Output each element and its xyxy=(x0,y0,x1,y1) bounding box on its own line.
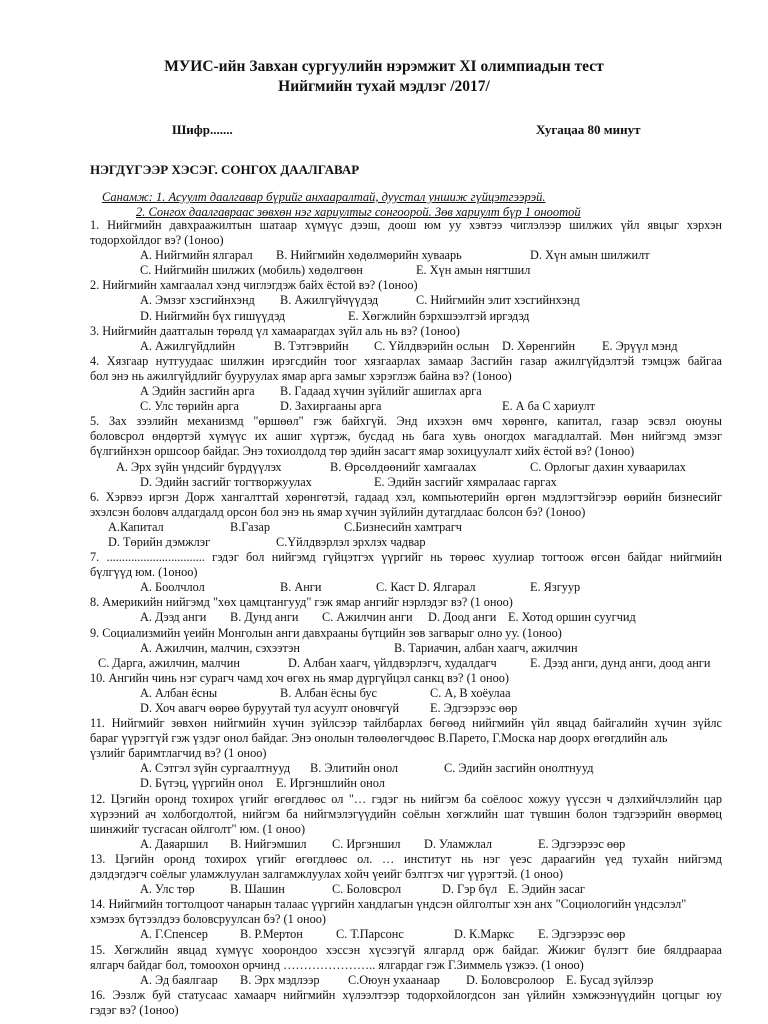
answer-option: Е. А ба С хариулт xyxy=(502,399,595,414)
question-text: 6. Хэрвээ иргэн Дорж хангалттай хөрөнгөтэй, гадаад хэл, компьютерийн өргөн мэдлэгтэйгээр өөрийн бизнесийг xyxy=(90,489,722,504)
question-text: бүлгийнхэн оршсоор байдаг. Энэ тохиолдолд төр эдийн засагт ямар зохицуулалт хийх ёстой вэ? (1оноо) xyxy=(90,444,635,459)
text-line xyxy=(90,550,730,565)
cipher-label: Шифр....... xyxy=(172,122,233,137)
answer-option: В. Нийгэмшил xyxy=(230,836,307,851)
text-line xyxy=(90,701,730,716)
text-line xyxy=(90,414,730,429)
text-line xyxy=(90,444,730,459)
question-text: 2. Нийгмийн хамгаалал хэнд чиглэгдэж байх ёстой вэ? (1оноо) xyxy=(90,278,418,293)
text-line xyxy=(90,716,730,731)
answer-option: А. Албан ёсны xyxy=(140,685,218,700)
answer-option: D. Албан хаагч, үйлдвэрлэгч, худалдагч xyxy=(288,655,497,670)
text-line xyxy=(90,565,730,580)
section-title: НЭГДҮГЭЭР ХЭСЭГ. СОНГОХ ДААЛГАВАР xyxy=(90,162,360,177)
question-text: үзлийг баримтлагчид вэ? (1 оноо) xyxy=(90,746,267,761)
text-line xyxy=(90,927,730,942)
answer-option: Е. Эдгээрээс өөр xyxy=(538,927,626,942)
text-line xyxy=(90,897,730,912)
answer-option: В. Дунд анги xyxy=(230,610,299,625)
answer-option: В. Өрсөлдөөнийг хамгаалах xyxy=(330,459,477,474)
question-text: 12. Цэгийн оронд тохирох үгийг өгөгдлөөс ол "… гэдэг нь нийгэм ба соёлоос хожуу үүссэн ч дэлхийчлэлийн цар xyxy=(90,791,722,806)
text-line xyxy=(90,943,730,958)
answer-option: А. Боолчлол xyxy=(140,580,205,595)
answer-option: Е. Эдийн засгийг хямралаас гаргах xyxy=(374,474,557,489)
text-line xyxy=(90,354,730,369)
instruction-note-1: Санамж: 1. Асуулт даалгавар бүрийг анхааралтай, дуустал уншиж гүйцэтгээрэй. xyxy=(102,190,546,204)
answer-option: А. Ажилчин, малчин, сэхээтэн xyxy=(140,640,300,655)
answer-option: С.Үйлдвэрлэл эрхлэх чадвар xyxy=(276,534,426,549)
answer-option: В. Эрх мэдлээр xyxy=(240,972,320,987)
text-line xyxy=(90,339,730,354)
answer-option: В. Анги xyxy=(280,580,322,595)
text-line xyxy=(90,912,730,927)
document-title: МУИС-ийн Завхан сургуулийн нэрэмжит XI олимпиадын тест xyxy=(164,58,604,75)
answer-option: Е. Эдийн засаг xyxy=(508,882,585,897)
question-text: тодорхойлдог вэ? (1оноо) xyxy=(90,233,224,248)
text-line xyxy=(90,641,730,656)
text-line xyxy=(90,958,730,973)
answer-option: С. Т.Парсонс xyxy=(336,927,404,942)
answer-option: В. Тэтгэврийн xyxy=(274,338,349,353)
question-text: бүлгүүд юм. (1оноо) xyxy=(90,565,198,580)
answer-option: С.Оюун ухаанаар xyxy=(348,972,440,987)
text-line xyxy=(90,882,730,897)
question-text: 7. ................................ гэдэг бол нийгэмд гүйцэтгэх үүргийг нь төрөөс хуулиар тогтоож өгсөн байдаг нийгмийн xyxy=(90,550,722,565)
answer-option: Е. Хүн амын нягтшил xyxy=(416,263,531,278)
text-line xyxy=(90,988,730,1003)
answer-option: С.Бизнесийн хамтрагч xyxy=(344,519,462,534)
text-line xyxy=(90,761,730,776)
text-line xyxy=(90,535,730,550)
answer-option: Е. Язгуур xyxy=(530,580,581,595)
questions-body xyxy=(90,218,730,1018)
answer-option: D. Бүтэц, үүргийн онол xyxy=(140,776,264,791)
answer-option: D. К.Маркс xyxy=(454,927,514,942)
question-text: 8. Америкийн нийгэмд "хөх цамцтангууд" гэж ямар ангийг нэрлэдэг вэ? (1 оноо) xyxy=(90,595,513,610)
answer-option: Е. Бусад зүйлээр xyxy=(566,972,654,987)
text-line xyxy=(90,686,730,701)
answer-option: С. Дарга, ажилчин, малчин xyxy=(98,655,240,670)
answer-option: В. Элитийн онол xyxy=(310,761,399,776)
answer-option: С. Нийгмийн шилжих (мобиль) хөдөлгөөн xyxy=(140,263,363,278)
text-line xyxy=(90,852,730,867)
text-line xyxy=(90,1003,730,1018)
text-line xyxy=(90,429,730,444)
answer-option: С. Нийгмийн элит хэсгийнхэнд xyxy=(416,293,580,308)
answer-option: В. Нийгмийн хөдөлмөрийн хуваарь xyxy=(276,248,462,263)
answer-option: А.Капитал xyxy=(108,519,164,534)
text-line xyxy=(90,792,730,807)
answer-option: Е. Дээд анги, дунд анги, доод анги xyxy=(530,655,711,670)
answer-option: В. Тариачин, албан хаагч, ажилчин xyxy=(394,640,578,655)
text-line xyxy=(90,626,730,641)
answer-option: В. Албан ёсны бус xyxy=(280,685,377,700)
answer-option: В. Р.Мертон xyxy=(240,927,303,942)
question-text: 14. Нийгмийн тогтолцоот чанарын талаас үүргийн хандлагын үндсэн ойлголтыг хэн анх "Социологийн үндсэлэл" xyxy=(90,897,687,912)
text-line xyxy=(90,776,730,791)
answer-option: D. Эдийн засгийг тогтворжуулах xyxy=(140,474,312,489)
text-line xyxy=(90,248,730,263)
answer-option: Е. Эрүүл мэнд xyxy=(602,338,678,353)
text-line xyxy=(90,580,730,595)
text-line xyxy=(90,656,730,671)
question-text: хэмээх бүтээлдээ боловсруулсан бэ? (1 оноо) xyxy=(90,912,326,927)
question-text: боловсрол өндөртэй хүмүүс их ашиг хүртэж, бусдад нь бага хувь оногдох магадлалтай. Мөн нийгэмд эмзэг xyxy=(90,429,722,444)
text-line xyxy=(90,746,730,761)
answer-option: С. Үйлдвэрийн ослын xyxy=(374,338,490,353)
text-line xyxy=(90,671,730,686)
question-text: 13. Цэгийн оронд тохирох үгийг өгөгдлөөс ол. … институт нь нэг үеэс дараагийн үед тухайн нийгэмд xyxy=(90,851,722,866)
instruction-note-2: 2. Сонгох даалгавраас зөвхөн нэг хариултыг сонгоорой. Зөв хариулт бүр 1 оноотой xyxy=(136,205,581,219)
question-text: 10. Ангийн чинь нэг сурагч чамд хоч өгөх нь ямар дүргүйцэл санкц вэ? (1 оноо) xyxy=(90,670,510,685)
time-limit: Хугацаа 80 минут xyxy=(536,122,641,137)
question-text: эхэлсэн боловч алдагдалд орсон бол энэ нь ямар хүчин зүйлийн дутагдлаас болсон бэ? (1оноо) xyxy=(90,504,586,519)
answer-option: А. Даяаршил xyxy=(140,836,209,851)
text-line xyxy=(90,384,730,399)
answer-option: С. Каст D. Ялгарал xyxy=(376,580,476,595)
text-line xyxy=(90,822,730,837)
answer-option: Е. Эдгээрээс өөр xyxy=(430,701,518,715)
answer-option: D. Гэр бүл xyxy=(442,882,498,897)
text-line xyxy=(90,324,730,339)
text-line xyxy=(90,837,730,852)
question-text: 3. Нийгмийн даатгалын төрөлд үл хамаарагдах зүйл аль нь вэ? (1оноо) xyxy=(90,323,460,338)
question-text: 11. Нийгмийг зөвхөн нийгмийн хүчин зүйлсээр тайлбарлах бөгөөд нийгмийн үйл явцад байгалийн хүчин зүйлс xyxy=(90,716,722,731)
question-text: гэдэг вэ? (1оноо) xyxy=(90,1002,179,1017)
answer-option: А. Г.Спенсер xyxy=(140,927,208,942)
text-line xyxy=(90,807,730,822)
answer-option: С. Улс төрийн арга xyxy=(140,399,239,414)
question-text: ялгарч байдаг бол, томоохон орчинд ………………….. ялгардаг гэж Г.Зиммель үзжээ. (1 оноо) xyxy=(90,957,584,972)
answer-option: А. Нийгмийн ялгарал xyxy=(140,248,253,263)
answer-option: Е. Эдгээрээс өөр xyxy=(538,836,626,851)
answer-option: А. Эрх зүйн үндсийг бүрдүүлэх xyxy=(116,459,282,474)
answer-option: Е. Хотод оршин суугчид xyxy=(508,610,636,625)
answer-option: В. Шашин xyxy=(230,882,285,897)
answer-option: С. Ажилчин анги xyxy=(322,610,413,625)
answer-option: D. Захиргааны арга xyxy=(280,399,382,414)
text-line xyxy=(90,973,730,988)
answer-option: D. Уламжлал xyxy=(424,836,493,851)
text-line xyxy=(90,505,730,520)
answer-option: А. Ажилгүйдлийн xyxy=(140,338,236,353)
question-text: 4. Хязгаар нутгуудаас шилжин ирэгсдийн тоог хязгаарлах замаар Засгийн газар ажилгүйдэлтэй тэмцэж байгаа xyxy=(90,353,722,368)
text-line xyxy=(90,399,730,414)
text-line xyxy=(90,731,730,746)
question-text: дэлдэгдэгч соёлыг уламжлуулан залгамжлуулах хойч үеийг бэлтгэх чиг үүрэгтэй. (1 оноо) xyxy=(90,867,563,882)
text-line xyxy=(90,595,730,610)
text-line xyxy=(90,293,730,308)
answer-option: А Эдийн засгийн арга xyxy=(140,384,255,399)
question-text: шинжийг тусгасан ойлголт" юм. (1 оноо) xyxy=(90,821,306,836)
answer-option: D. Нийгмийн бүх гишүүдэд xyxy=(140,308,286,323)
question-text: 5. Зах зээлийн механизмд "өршөөл" гэж байхгүй. Энд ихэхэн өмч хөрөнгө, капитал, газар эсвэл оюуны xyxy=(90,414,722,429)
answer-option: С. А, В хоёулаа xyxy=(430,685,511,700)
text-line xyxy=(90,520,730,535)
answer-option: В. Гадаад хүчин зүйлийг ашиглах арга xyxy=(280,384,482,399)
text-line xyxy=(90,475,730,490)
text-line xyxy=(90,218,730,233)
answer-option: С. Эдийн засгийн онолтнууд xyxy=(444,761,594,776)
text-line xyxy=(90,278,730,293)
answer-option: С. Боловсрол xyxy=(332,882,402,897)
text-line xyxy=(90,460,730,475)
answer-option: Е. Хөгжлийн бэрхшээлтэй иргэдэд xyxy=(348,308,530,323)
text-line xyxy=(90,263,730,278)
answer-option: С. Иргэншил xyxy=(332,836,401,851)
question-text: 15. Хөгжлийн явцад хүмүүс хоорондоо хэссэн хүсээгүй ялгарлд орж байдаг. Жижиг бүлэгт бие бялдраараа xyxy=(90,942,722,957)
answer-option: D. Боловсролоор xyxy=(466,972,555,987)
answer-option: D. Хоч авагч өөрөө буруутай тул асуулт оновчгүй xyxy=(140,701,400,715)
document-subtitle: Нийгмийн тухай мэдлэг /2017/ xyxy=(278,78,490,95)
question-text: 9. Социализмийн үеийн Монголын анги давхрааны бүтцийн зөв загварыг олно уу. (1оноо) xyxy=(90,625,562,640)
answer-option: А. Эмзэг хэсгийнхэнд xyxy=(140,293,255,308)
question-text: бол энэ нь ажилгүйдлийг бууруулах ямар арга замыг хэрэглэж байна вэ? (1оноо) xyxy=(90,368,512,383)
answer-option: С. Орлогыг дахин хуваарилах xyxy=(530,459,686,474)
answer-option: А. Эд баялгаар xyxy=(140,972,218,987)
question-text: хүрээний ач холбогдолтой, нийгэм ба нийгмэлэгүүдийн соёлын хөгжлийн шат түвшин болон тэдгээрийн өвөрмөц xyxy=(90,806,722,821)
answer-option: D. Төрийн дэмжлэг xyxy=(108,534,211,549)
question-text: 1. Нийгмийн давхраажилтын шатаар хүмүүс дээш, доош юм уу хэвтээ чиглэлээр шилжих үйл явцыг хэрхэн xyxy=(90,218,722,232)
text-line xyxy=(90,233,730,248)
answer-option: А. Сэтгэл зүйн сургаалтнууд xyxy=(140,761,291,776)
text-line xyxy=(90,309,730,324)
question-text: 16. Ээзлж буй статусаас хамаарч нийгмийн хүлээлтээр тодорхойлогдсон зан үйлийн хэмжээнүүдийн цогцыг юу xyxy=(90,987,722,1002)
answer-option: D. Доод анги xyxy=(428,610,497,625)
question-text: бараг үүрэггүй гэж үздэг онол байдаг. Энэ онолын төлөөлөгчдөөс В.Парето, Г.Моска нар доорх өгөгдлийн аль xyxy=(90,731,668,746)
answer-option: Е. Иргэншлийн онол xyxy=(276,776,385,791)
answer-option: А. Улс төр xyxy=(140,882,195,897)
text-line xyxy=(90,369,730,384)
text-line xyxy=(90,490,730,505)
answer-option: В.Газар xyxy=(230,519,271,534)
answer-option: D. Хөренгийн xyxy=(502,338,576,353)
answer-option: В. Ажилгүйчүүдэд xyxy=(280,293,379,308)
text-line xyxy=(90,610,730,625)
answer-option: D. Хүн амын шилжилт xyxy=(530,248,650,263)
text-line xyxy=(90,867,730,882)
answer-option: А. Дээд анги xyxy=(140,610,207,625)
